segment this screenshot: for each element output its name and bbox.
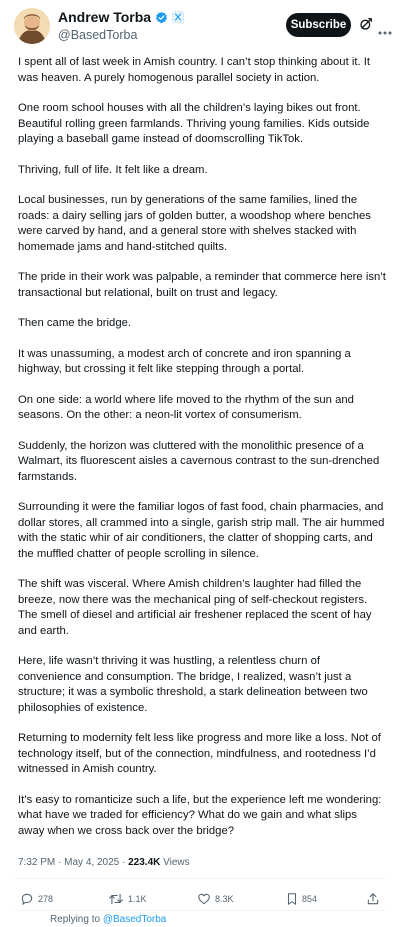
heart-icon <box>197 892 211 906</box>
tweet-paragraph: The pride in their work was palpable, a reminder that commerce here isn’t transactional but relational, built on trust and legacy. <box>18 271 386 299</box>
tweet-paragraph: Returning to modernity felt less like progress and more like a loss. Not of technology itself, but of the connection, mindfulness, and rootedness I’d witnessed in Amish country. <box>18 732 381 775</box>
tweet-header <box>0 0 400 50</box>
meta-separator: · <box>58 857 62 868</box>
divider <box>14 878 386 879</box>
repost-count: 1.1K <box>128 894 147 904</box>
x-badge-icon <box>172 11 184 23</box>
tweet-meta <box>18 856 190 870</box>
author-display-name[interactable]: Andrew Torba <box>58 9 152 25</box>
meta-separator: · <box>121 857 126 868</box>
reply-count: 278 <box>38 894 54 904</box>
tweet-paragraph: Surrounding it were the familiar logos of fast food, chain pharmacies, and dollar stores, all crammed into a single, garish strip mall. The air hummed with the static whir of air conditioners, the clatter of shopping carts, and the muffled chatter of people scrolling in silence. <box>18 501 385 560</box>
tweet-date[interactable]: May 4, 2025 <box>64 857 120 868</box>
reply-button[interactable] <box>20 892 53 906</box>
tweet-paragraph: The shift was visceral. Where Amish children’s laughter had filled the breeze, now there was the mechanical ping of self-checkout registers. The smell of diesel and artificial air freshener replaced the scent of hay and earth. <box>18 578 372 637</box>
repost-button[interactable] <box>108 892 147 906</box>
views-count: 223.4K <box>128 857 161 868</box>
tweet-paragraph: It was unassuming, a modest arch of concrete and iron spanning a highway, but crossing it felt like stepping through a portal. <box>18 347 351 375</box>
reply-prefix: Replying to <box>50 914 101 925</box>
bookmark-button[interactable] <box>286 892 317 906</box>
tweet-paragraph: It’s easy to romanticize such a life, but the experience left me wondering: what have we traded for efficiency? What do we gain and what slips away when we cross back over the bridge? <box>18 793 382 837</box>
tweet-paragraph: One room school houses with all the children’s laying bikes out front. Beautiful rolling green farmlands. Thriving young families. Kids outside playing a baseball game instead of doomscrolling TikTok. <box>18 102 370 145</box>
tweet-paragraph: I spent all of last week in Amish country. I can’t stop thinking about it. It was heaven. A purely homogenous parallel society in action. <box>18 56 371 84</box>
tweet-paragraph: Here, life wasn’t thriving it was hustling, a relentless churn of convenience and consumption. The bridge, I realized, wasn’t just a structure; it was a symbolic threshold, a stark delineation between two philosophies of existence. <box>18 655 368 714</box>
reply-mention-link[interactable]: @BasedTorba <box>102 914 167 925</box>
avatar[interactable] <box>14 8 50 44</box>
repost-icon <box>108 892 124 906</box>
more-horizontal-icon[interactable] <box>378 22 392 40</box>
like-button[interactable] <box>197 892 234 906</box>
tweet-text <box>18 50 386 839</box>
tweet-paragraph: Thriving, full of life. It felt like a dream. <box>18 163 208 176</box>
reply-icon <box>20 892 34 906</box>
share-icon <box>366 892 380 906</box>
author-handle[interactable]: @BasedTorba <box>58 28 138 42</box>
like-count: 8.3K <box>215 894 234 904</box>
tweet-time[interactable]: 7:32 PM <box>18 857 56 868</box>
tweet-paragraph: On one side: a world where life moved to the rhythm of the sun and seasons. On the other: a neon-lit vortex of consumerism. <box>18 393 354 421</box>
tweet-paragraph: Then came the bridge. <box>18 317 132 329</box>
divider <box>14 910 386 911</box>
views-label: Views <box>163 857 190 868</box>
author-block[interactable] <box>58 8 184 43</box>
verified-badge-icon <box>155 11 168 24</box>
tweet-paragraph: Local businesses, run by generations of the same families, lined the roads: a dairy selling jars of golden butter, a woodshop where benches were carved by hand, and a general store with shelves stacked with homemade jams and hand-stitched quilts. <box>18 194 371 253</box>
share-button[interactable] <box>366 892 380 906</box>
subscribe-button[interactable]: Subscribe <box>286 13 351 37</box>
bookmark-count: 854 <box>302 894 318 904</box>
grok-icon[interactable] <box>358 16 374 37</box>
tweet-paragraph: Suddenly, the horizon was cluttered with the monolithic presence of a Walmart, its fluorescent aisles a cavernous contrast to the sun-drenched farmstands. <box>18 439 380 483</box>
reply-context <box>50 914 166 925</box>
bookmark-icon <box>286 892 298 906</box>
